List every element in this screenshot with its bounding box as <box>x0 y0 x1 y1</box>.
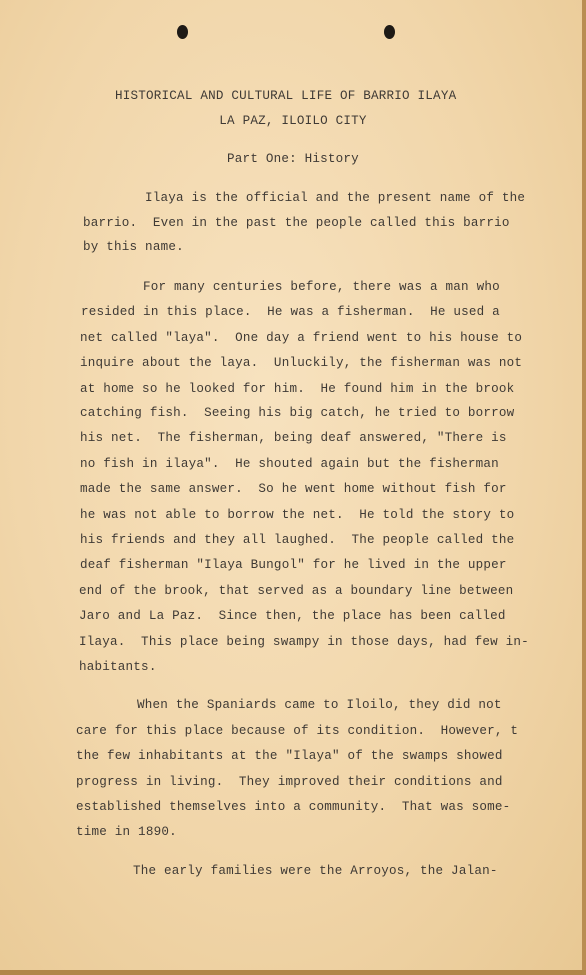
paragraph-3-line-6: time in 1890. <box>76 825 177 839</box>
paragraph-2-line-4: inquire about the laya. Unluckily, the fisherman was not <box>80 356 523 370</box>
paragraph-2-line-7: his net. The fisherman, being deaf answered, "There is <box>80 431 507 445</box>
paragraph-2-line-11: his friends and they all laughed. The people called the <box>80 533 515 547</box>
paragraph-4-line-1: The early families were the Arroyos, the Jalan- <box>133 864 498 878</box>
paragraph-2-line-14: Jaro and La Paz. Since then, the place has been called <box>79 609 506 623</box>
punch-hole-right <box>384 25 395 39</box>
paragraph-2-line-2: resided in this place. He was a fisherman. He used a <box>81 305 500 319</box>
paragraph-3-line-4: progress in living. They improved their conditions and <box>76 775 503 789</box>
section-heading: Part One: History <box>227 152 359 166</box>
paragraph-1-line-3: by this name. <box>83 240 184 254</box>
paragraph-2-line-16: habitants. <box>79 660 157 674</box>
document-title-line-2: LA PAZ, ILOILO CITY <box>219 114 367 128</box>
paragraph-2-line-9: made the same answer. So he went home without fish for <box>80 482 507 496</box>
paragraph-2-line-6: catching fish. Seeing his big catch, he tried to borrow <box>80 406 515 420</box>
paragraph-2-line-3: net called "laya". One day a friend went to his house to <box>80 331 523 345</box>
paragraph-2-line-1: For many centuries before, there was a man who <box>143 280 500 294</box>
paper-edge-right <box>582 0 586 975</box>
paragraph-2-line-13: end of the brook, that served as a boundary line between <box>79 584 514 598</box>
paragraph-3-line-1: When the Spaniards came to Iloilo, they did not <box>137 698 502 712</box>
paragraph-2-line-5: at home so he looked for him. He found him in the brook <box>80 382 515 396</box>
punch-hole-left <box>177 25 188 39</box>
paragraph-2-line-8: no fish in ilaya". He shouted again but the fisherman <box>80 457 499 471</box>
paragraph-1-line-1: Ilaya is the official and the present name of the <box>145 191 526 205</box>
paragraph-1-line-2: barrio. Even in the past the people called this barrio <box>83 216 510 230</box>
paragraph-3-line-3: the few inhabitants at the "Ilaya" of the swamps showed <box>76 749 503 763</box>
paragraph-2-line-10: he was not able to borrow the net. He told the story to <box>80 508 515 522</box>
paragraph-2-line-15: Ilaya. This place being swampy in those days, had few in- <box>79 635 529 649</box>
document-title-line-1: HISTORICAL AND CULTURAL LIFE OF BARRIO ILAYA <box>115 89 457 103</box>
paragraph-2-line-12: deaf fisherman "Ilaya Bungol" for he lived in the upper <box>80 558 507 572</box>
paragraph-3-line-2: care for this place because of its condition. However, t <box>76 724 519 738</box>
paper-edge-bottom <box>0 970 586 975</box>
paragraph-3-line-5: established themselves into a community. That was some- <box>76 800 511 814</box>
